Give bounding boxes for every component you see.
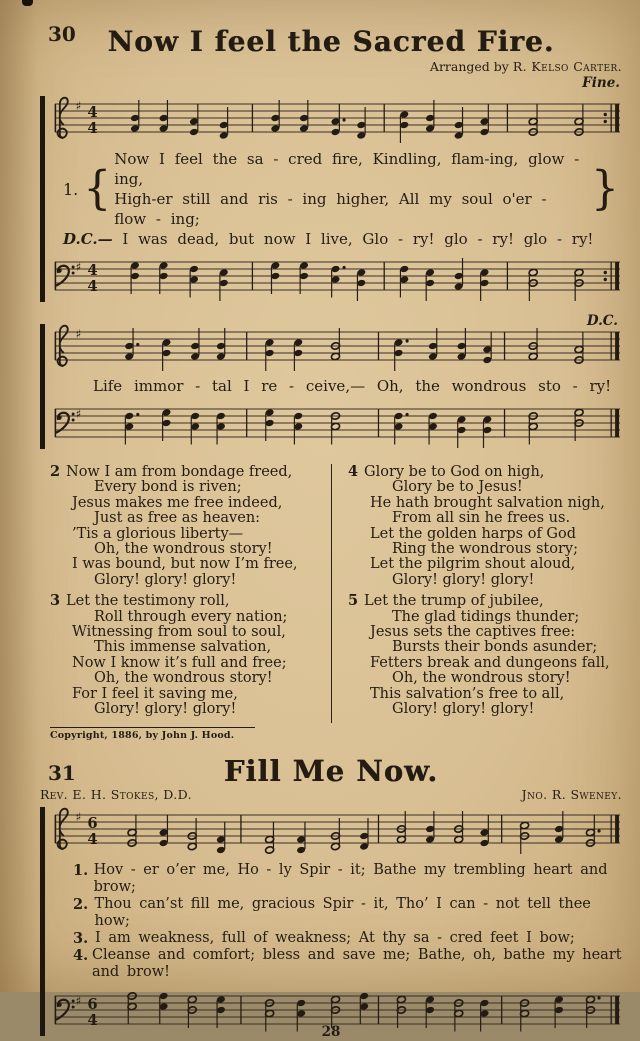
hymn30-system-1	[40, 91, 622, 307]
hymn31-number: 31	[48, 760, 76, 785]
verse-line: Now I know it’s full and free;	[72, 654, 287, 671]
hymn30-bass-staff-1	[49, 249, 622, 307]
hymn30-bass-staff-2	[49, 396, 622, 454]
lyric-text: Thou can’st fill me, gracious Spir - it, Tho’ I can - not tell thee how;	[94, 895, 591, 929]
hymn31-treble-staff	[49, 802, 622, 860]
verse-line: Glory be to God on high,	[364, 464, 545, 480]
verse-line: Let the trump of jubilee,	[364, 593, 544, 610]
verse-line: The glad tidings thunder;	[392, 608, 580, 625]
fine-label: Fine.	[582, 75, 620, 91]
verse-line: Oh, the wondrous story!	[94, 541, 273, 558]
verse-line: Jesus makes me free indeed,	[72, 494, 283, 511]
hymn30-header	[40, 0, 622, 91]
page-number: 28	[321, 1023, 341, 1040]
verse-line: From all sin he frees us.	[392, 510, 571, 527]
verse-line: Glory! glory! glory!	[392, 571, 535, 588]
lyric-number: 2.	[73, 895, 89, 913]
lyric-text: I am weakness, full of weakness; At thy sa - cred feet I bow;	[95, 929, 575, 946]
dc-text: I was dead, but now I live, Glo - ry! glo - ry! glo - ry!	[122, 230, 594, 248]
verse-line: I was bound, but now I’m free,	[72, 556, 298, 573]
verse-line: Let the pilgrim shout aloud,	[370, 556, 576, 573]
lyric-number: 3.	[73, 929, 89, 947]
verse-line: Ring the wondrous story;	[392, 541, 578, 558]
verse-line: Witnessing from soul to soul,	[72, 624, 286, 641]
verse-number: 4	[348, 463, 359, 480]
verse1-line2: High-er still and ris - ing higher, All my soul o'er - flow - ing;	[114, 190, 547, 228]
verse-line: Just as free as heaven:	[94, 510, 261, 527]
scan-artifact	[22, 0, 33, 6]
verse1-line1: Now I feel the sa - cred fire, Kindling, flam-ing, glow - ing,	[114, 150, 580, 188]
hymn31-system	[40, 802, 622, 1041]
hymn31-title: Fill Me Now.	[223, 753, 439, 788]
lyric-number: 1.	[73, 861, 89, 879]
verse-line: Every bond is riven;	[94, 479, 242, 496]
svg-text:4: 4	[87, 1010, 98, 1029]
hymn31-header	[40, 753, 622, 802]
verse-line: Glory! glory! glory!	[94, 571, 237, 588]
hymn31-author-credit: Rev. E. H. Stokes, D.D.	[40, 786, 192, 802]
hymn30-treble-staff-2	[49, 319, 622, 377]
verse-line: For I feel it saving me,	[72, 685, 238, 702]
verse-line: This immense salvation,	[94, 639, 272, 656]
copyright-text: Copyright, 1886, by John J. Hood.	[50, 729, 235, 741]
verse-line: Let the testimony roll,	[66, 593, 230, 610]
verse-line: This salvation’s free to all,	[370, 685, 565, 702]
copyright-rule	[50, 727, 255, 728]
verse-line: Let the golden harps of God	[370, 525, 577, 542]
verse-4	[348, 464, 622, 588]
copyright-notice	[40, 727, 622, 741]
hymn30-dc-line	[49, 229, 622, 249]
verse-line: Bursts their bonds asunder;	[392, 639, 598, 656]
lyric-text: Hov - er o’er me, Ho - ly Spir - it; Bathe my trembling heart and brow;	[93, 861, 608, 895]
verse-line: Roll through every nation;	[94, 608, 288, 625]
svg-text:♯: ♯	[75, 993, 82, 1008]
hymn30-number: 30	[48, 22, 76, 46]
hymn31-composer-credit: Jno. R. Sweney.	[521, 786, 622, 802]
hymn31-lyric-row	[73, 862, 622, 896]
svg-text:6: 6	[87, 994, 98, 1013]
verse-line: Glory! glory! glory!	[392, 701, 535, 718]
verse1-number: 1.	[63, 179, 79, 199]
verse-line: Now I am from bondage freed,	[66, 464, 293, 480]
svg-text:♯: ♯	[75, 259, 82, 275]
svg-text:4: 4	[87, 260, 98, 280]
svg-text:♯: ♯	[75, 326, 82, 342]
svg-text:6: 6	[87, 813, 98, 832]
hymn31-lyrics	[49, 862, 622, 981]
svg-text:4: 4	[87, 276, 98, 296]
lyric-text: Cleanse and comfort; bless and save me; Bathe, oh, bathe my heart and brow!	[91, 946, 622, 980]
svg-text:4: 4	[87, 118, 98, 138]
hymn30-verse1-lyrics	[49, 149, 622, 229]
verse-line: Glory be to Jesus!	[392, 479, 523, 496]
hymn30-system-2	[40, 313, 622, 454]
hymn30-refrain-lyrics: Life immor - tal I re - ceive,— Oh, the wondrous sto - ry!	[93, 377, 612, 395]
verse-line: ’Tis a glorious liberty—	[72, 525, 244, 542]
hymn31-lyric-row	[73, 896, 622, 930]
hymn30-arranger-credit	[40, 59, 622, 74]
brace-close-icon: }	[591, 161, 619, 216]
hymn30-treble-staff-1	[49, 91, 622, 149]
lyric-number: 4.	[73, 946, 89, 964]
svg-text:4: 4	[87, 102, 98, 122]
hymn30-title: Now I feel the Sacred Fire.	[107, 25, 555, 58]
verse-5	[348, 593, 622, 717]
hymn31-lyric-row	[73, 930, 622, 947]
dc-label: D.C.	[586, 313, 618, 329]
verse-number: 5	[348, 592, 359, 610]
verse-line: Fetters break and dungeons fall,	[370, 654, 610, 671]
dc-prefix: D.C.—	[63, 230, 113, 248]
svg-text:4: 4	[87, 829, 98, 848]
verse-line: Jesus sets the captives free:	[370, 624, 576, 641]
verse-number: 3	[50, 592, 61, 610]
svg-text:♯: ♯	[75, 98, 82, 114]
hymn31-lyric-row	[73, 947, 622, 981]
svg-text:♯: ♯	[75, 406, 82, 422]
hymn30-verses	[40, 464, 622, 723]
brace-open-icon: {	[83, 161, 112, 216]
verse-line: Glory! glory! glory!	[94, 701, 237, 718]
arranger-name: R. Kelso Carter.	[512, 59, 622, 74]
arranger-prefix: Arranged by	[429, 59, 509, 74]
verse-2	[50, 464, 323, 588]
verse-number: 2	[50, 463, 61, 480]
verse-line: He hath brought salvation nigh,	[370, 494, 605, 511]
verse-line: Oh, the wondrous story!	[392, 670, 571, 687]
svg-text:♯: ♯	[75, 809, 82, 824]
verse-line: Oh, the wondrous story!	[94, 670, 273, 687]
verse-3	[50, 593, 323, 717]
